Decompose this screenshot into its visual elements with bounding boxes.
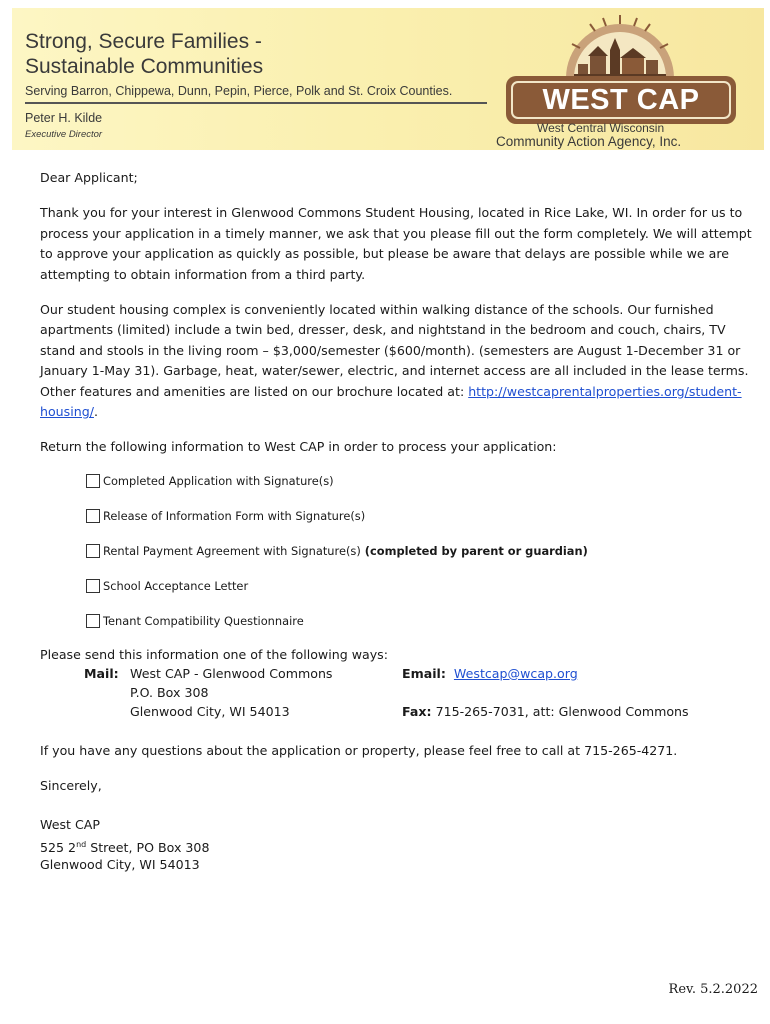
town-skyline-logo-icon xyxy=(560,12,680,82)
agency-name-line-2: Community Action Agency, Inc. xyxy=(496,134,682,149)
send-intro: Please send this information one of the following ways: xyxy=(40,646,388,662)
agency-name-line-1: West Central Wisconsin xyxy=(537,121,665,135)
mail-line: West CAP - Glenwood Commons xyxy=(130,665,333,681)
checkbox[interactable] xyxy=(86,614,100,628)
checkbox[interactable] xyxy=(86,509,100,523)
letterhead-divider xyxy=(25,102,487,104)
mail-line: P.O. Box 308 xyxy=(130,684,209,700)
tagline-line-1: Strong, Secure Families - xyxy=(25,30,262,53)
checklist-note: (completed by parent or guardian) xyxy=(364,543,588,558)
return-instructions: Return the following information to West CAP in order to process your application: xyxy=(40,439,557,455)
signature-name: West CAP xyxy=(40,816,100,832)
checklist-label: Release of Information Form with Signature(s) xyxy=(103,508,366,523)
checklist-item xyxy=(86,610,758,632)
service-area: Serving Barron, Chippewa, Dunn, Pepin, Pierce, Polk and St. Croix Counties. xyxy=(25,84,453,98)
housing-text: Our student housing complex is conveniently located within walking distance of the schools. Our furnished apartments (limited) include a twin bed, dresser, desk, and nightstand in the bedroom and couch, chairs, TV stand and stools in the living room – $3,000/semester ($600/month). (semesters are August 1-December 31 or January 1-May 31). Garbage, heat, water/sewer, electric, and internet access are all included in the lease terms. Other features and amenities are listed on our brochure located at: xyxy=(40,302,749,399)
email-label: Email: xyxy=(402,665,446,681)
mail-label: Mail: xyxy=(84,665,119,681)
west-cap-logo xyxy=(506,76,736,124)
checklist-item xyxy=(86,540,758,562)
fax-label: Fax: xyxy=(402,703,432,719)
checkbox[interactable] xyxy=(86,474,100,488)
checklist-label: Completed Application with Signature(s) xyxy=(103,473,334,488)
signature-city: Glenwood City, WI 54013 xyxy=(40,856,200,872)
required-documents-checklist xyxy=(40,470,758,632)
checkbox[interactable] xyxy=(86,544,100,558)
fax-contact xyxy=(402,702,689,722)
logo-text: WEST CAP xyxy=(542,83,700,116)
checklist-label: School Acceptance Letter xyxy=(103,578,249,593)
checkbox[interactable] xyxy=(86,579,100,593)
checklist-item xyxy=(86,470,758,492)
email-contact xyxy=(402,664,578,684)
signature-block xyxy=(40,815,758,875)
director-name: Peter H. Kilde xyxy=(25,111,103,125)
email-link[interactable]: Westcap@wcap.org xyxy=(453,665,578,681)
checklist-item xyxy=(86,575,758,597)
revision-date: Rev. 5.2.2022 xyxy=(668,982,758,997)
brochure-link[interactable]: http://westcaprentalproperties.org/student-housing/ xyxy=(40,383,742,420)
letter-body xyxy=(40,168,758,875)
checklist-label: Rental Payment Agreement with Signature(s) xyxy=(103,543,361,558)
closing: Sincerely, xyxy=(40,778,102,794)
mail-line: Glenwood City, WI 54013 xyxy=(130,703,290,719)
greeting: Dear Applicant; xyxy=(40,170,138,185)
tagline-line-2: Sustainable Communities xyxy=(25,55,264,78)
mail-address xyxy=(130,664,333,721)
letterhead xyxy=(12,8,764,150)
questions-paragraph: If you have any questions about the application or property, please feel free to call at 715-265-4271. xyxy=(40,742,678,758)
signature-street: 525 2nd Street, PO Box 308 xyxy=(40,839,210,855)
director-title: Executive Director xyxy=(25,129,103,140)
checklist-item xyxy=(86,505,758,527)
fax-value: 715-265-7031, att: Glenwood Commons xyxy=(435,703,689,719)
housing-text-end: . xyxy=(93,404,98,420)
submission-methods xyxy=(40,645,758,723)
checklist-label: Tenant Compatibility Questionnaire xyxy=(103,613,304,628)
intro-paragraph: Thank you for your interest in Glenwood Commons Student Housing, located in Rice Lake, WI. In order for us to process your application in a timely manner, we ask that you please fill out the form completely. We will attempt to approve your application as quickly as possible, but please be aware that delays are possible while we are attempting to obtain information from a third party. xyxy=(40,205,752,282)
housing-paragraph xyxy=(40,300,758,422)
